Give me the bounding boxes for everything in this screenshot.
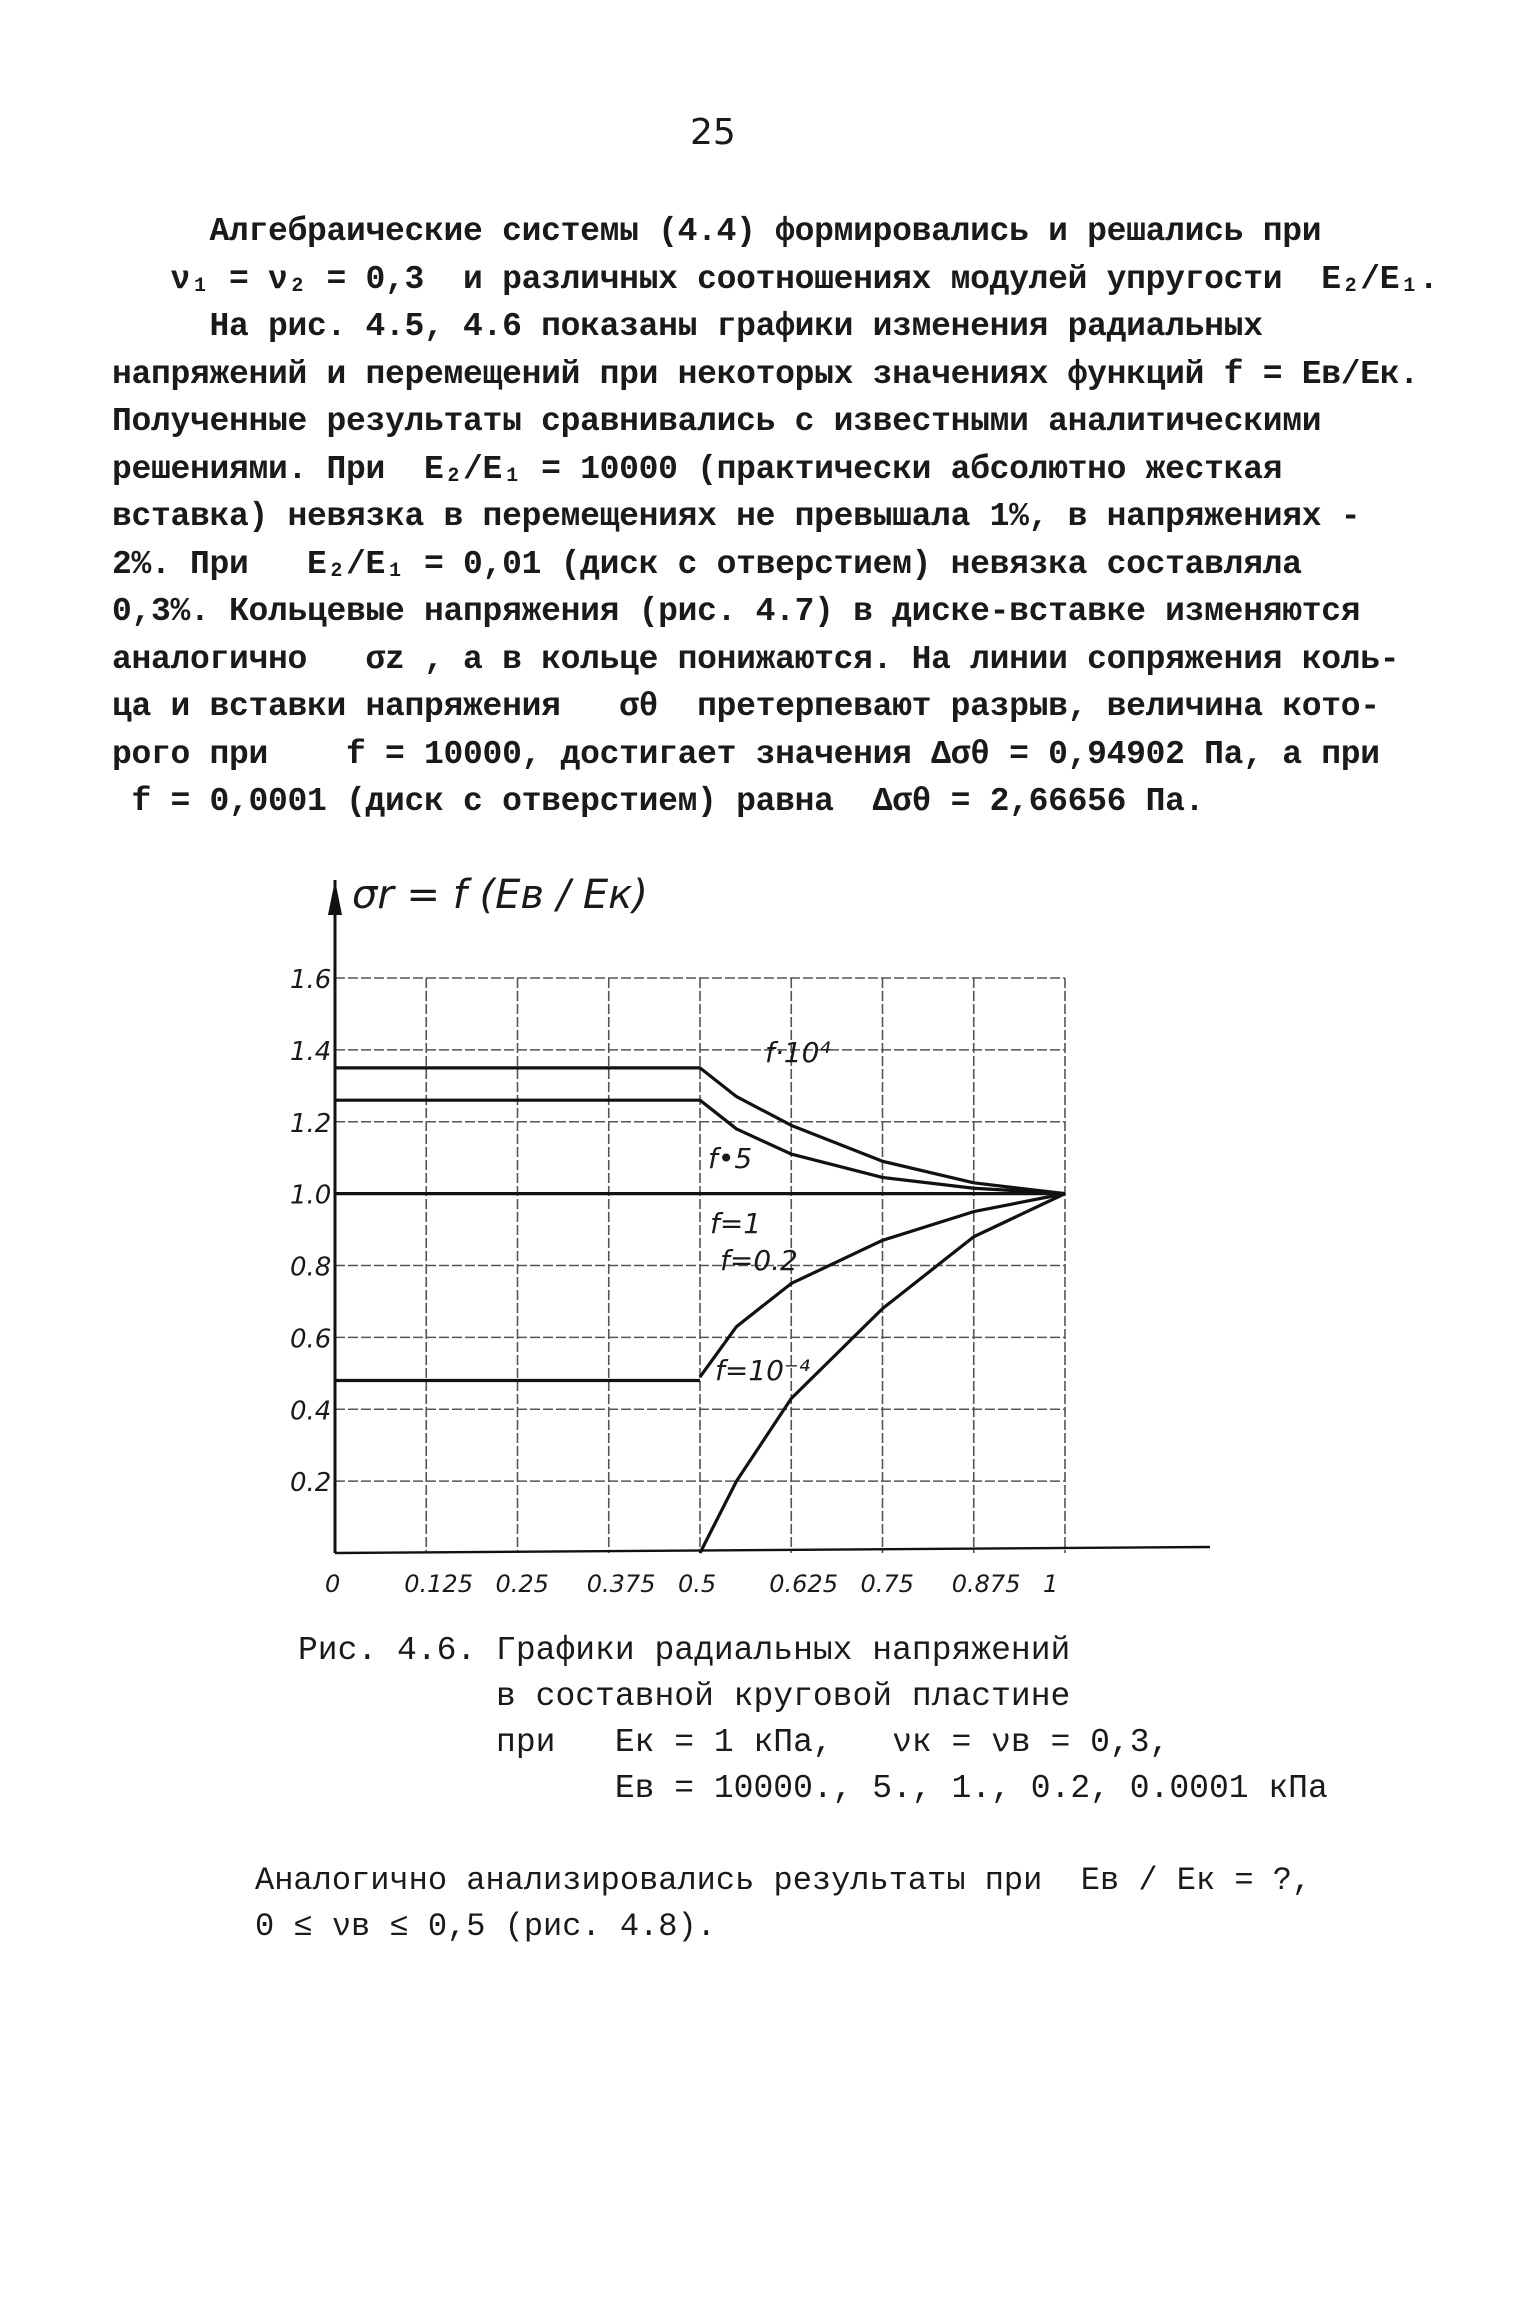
body-text-line: рого при f = 10000, достигает значения Δσθ = 0,94902 Па, а при bbox=[112, 735, 1380, 773]
y-tick-label: 0.6 bbox=[290, 1324, 332, 1355]
y-axis-arrow bbox=[328, 880, 342, 915]
body-text-line: напряжений и перемещений при некоторых значениях функций f = Eв/Eк. bbox=[112, 355, 1419, 393]
x-tick-label: 1 bbox=[1043, 1570, 1059, 1598]
body-text-line: решениями. При E₂/E₁ = 10000 (практически абсолютно жесткая bbox=[112, 450, 1283, 488]
figure-caption bbox=[298, 1628, 1328, 1812]
curve-label: f•5 bbox=[708, 1142, 753, 1175]
page-number: 25 bbox=[690, 112, 736, 153]
body-text-line: Алгебраические системы (4.4) формировались и решались при bbox=[112, 213, 1322, 250]
body-text-line: На рис. 4.5, 4.6 показаны графики изменения радиальных bbox=[112, 308, 1263, 345]
caption-line: при Eк = 1 кПа, νк = νв = 0,3, bbox=[298, 1724, 1170, 1761]
y-tick-label: 1.6 bbox=[290, 965, 332, 995]
curve-label: f=1 bbox=[710, 1207, 762, 1240]
x-tick-label: 0.625 bbox=[769, 1570, 838, 1598]
curve-label: f=0.2 bbox=[720, 1244, 798, 1277]
chart-title: σr = f (Eв / Eк) bbox=[352, 872, 648, 918]
body-text-line: 2%. При E₂/E₁ = 0,01 (диск с отверстием) невязка составляла bbox=[112, 545, 1302, 583]
y-tick-label: 0.4 bbox=[290, 1396, 332, 1427]
y-tick-label: 1.2 bbox=[290, 1108, 332, 1139]
x-tick-label: 0.375 bbox=[586, 1570, 656, 1598]
caption-line: Eв = 10000., 5., 1., 0.2, 0.0001 кПа bbox=[298, 1770, 1328, 1807]
body-text-line: 0,3%. Кольцевые напряжения (рис. 4.7) в диске-вставке изменяются bbox=[112, 593, 1361, 630]
body-text-line: вставка) невязка в перемещениях не превышала 1%, в напряжениях - bbox=[112, 498, 1361, 535]
x-tick-label: 0 bbox=[325, 1570, 341, 1598]
y-tick-label: 0.2 bbox=[290, 1468, 332, 1499]
y-tick-label: 0.8 bbox=[290, 1252, 332, 1283]
after-text-line: Аналогично анализировались результаты при Eв / Eк = ?, bbox=[255, 1862, 1312, 1899]
chart-ticks bbox=[290, 965, 1058, 1598]
closing-paragraph bbox=[255, 1858, 1311, 1950]
caption-line: в составной круговой пластине bbox=[298, 1678, 1071, 1715]
chart-grid bbox=[335, 978, 1065, 1553]
body-text-line: Полученные результаты сравнивались с известными аналитическими bbox=[112, 403, 1322, 440]
x-tick-label: 0.25 bbox=[495, 1570, 549, 1598]
y-tick-label: 1.4 bbox=[290, 1036, 332, 1067]
x-axis bbox=[335, 1547, 1210, 1553]
x-tick-label: 0.125 bbox=[404, 1570, 473, 1598]
x-tick-label: 0.5 bbox=[678, 1570, 717, 1598]
body-text-line: f = 0,0001 (диск с отверстием) равна Δσθ = 2,66656 Па. bbox=[112, 783, 1205, 820]
body-text-line: ца и вставки напряжения σθ претерпевают разрыв, величина кото- bbox=[112, 688, 1380, 725]
curve-label: f=10⁻⁴ bbox=[715, 1354, 810, 1387]
x-tick-label: 0.875 bbox=[951, 1570, 1021, 1598]
chart-axes bbox=[328, 880, 1210, 1553]
after-text-line: 0 ≤ νв ≤ 0,5 (рис. 4.8). bbox=[255, 1908, 716, 1945]
body-text-line: ν₁ = ν₂ = 0,3 и различных соотношениях модулей упругости E₂/E₁. bbox=[112, 260, 1439, 298]
x-tick-label: 0.75 bbox=[860, 1570, 914, 1598]
curve-label: f·10⁴ bbox=[765, 1036, 831, 1069]
body-text-line: аналогично σz , а в кольце понижаются. На линии сопряжения коль- bbox=[112, 640, 1400, 678]
caption-line: Рис. 4.6. Графики радиальных напряжений bbox=[298, 1632, 1071, 1669]
y-tick-label: 1.0 bbox=[290, 1180, 332, 1211]
